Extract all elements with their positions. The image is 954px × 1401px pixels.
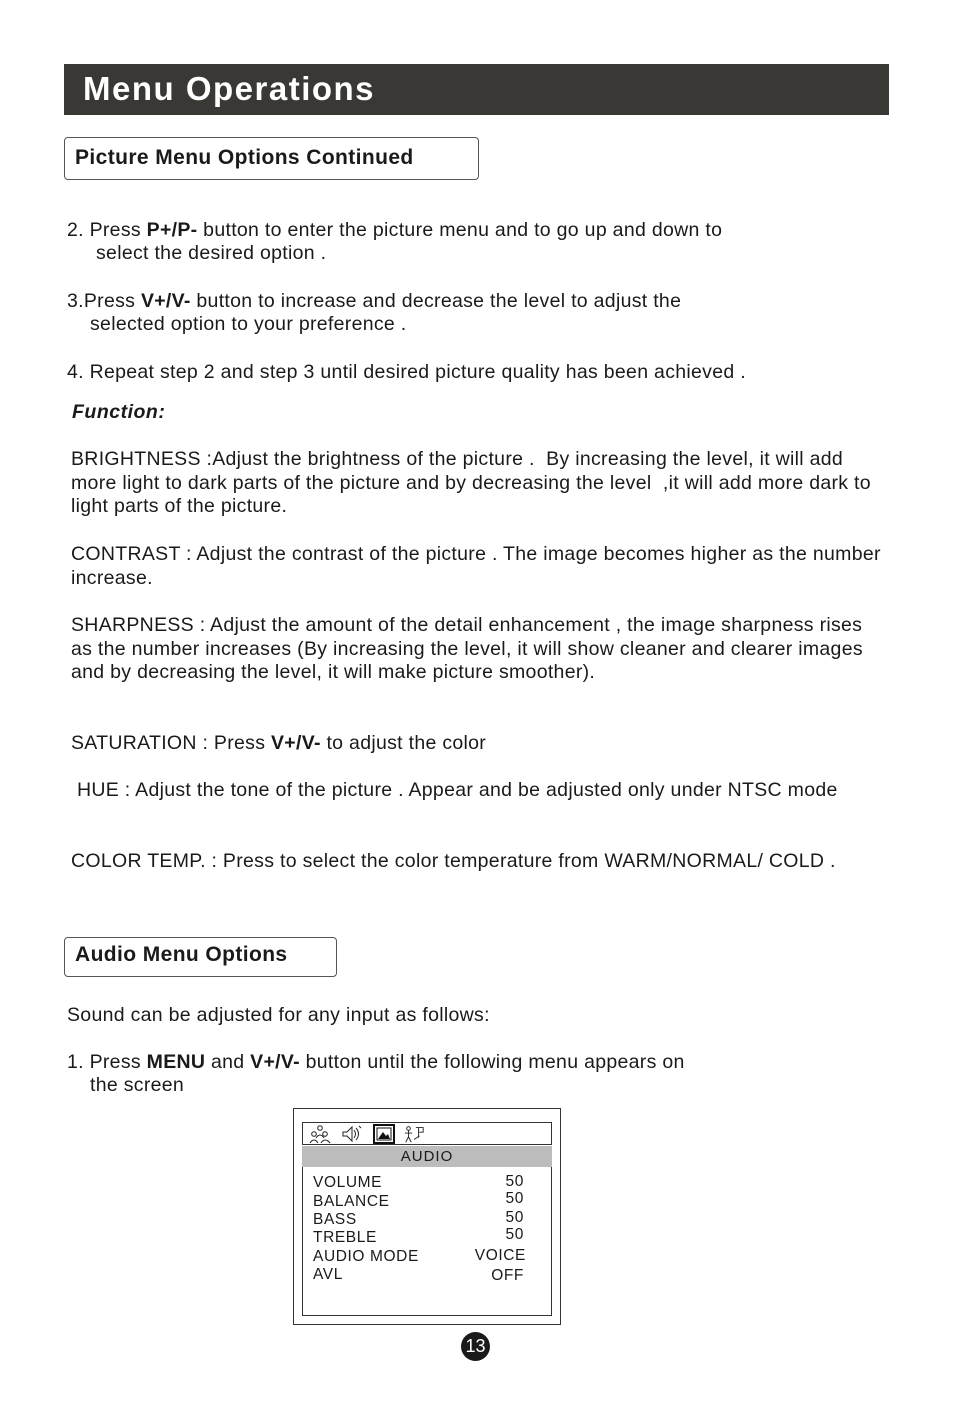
contrast-desc: CONTRAST : Adjust the contrast of the picture . The image becomes higher as the number increase. (71, 543, 887, 589)
brightness-desc: BRIGHTNESS :Adjust the brightness of the picture . By increasing the level, it will add more light to dark parts of the picture and by decreasing the level ,it will add more dark to light parts of the picture. (71, 448, 877, 517)
audio-menu-figure (293, 1108, 561, 1325)
osd-row-value: 50 (505, 1173, 524, 1190)
saturation-desc: SATURATION : Press V+/V- to adjust the color (71, 732, 487, 754)
osd-row-value: OFF (491, 1267, 524, 1284)
page-number: 13 (461, 1332, 490, 1361)
osd-row-value: 50 (505, 1226, 524, 1243)
osd-row-label: BALANCE (313, 1193, 390, 1210)
sharpness-desc: SHARPNESS : Adjust the amount of the detail enhancement , the image sharpness rises as the number increases (By increasing the level, it will show cleaner and clearer images and by decreasing the level, it will make picture smoother). (71, 614, 869, 683)
osd-row-label: TREBLE (313, 1229, 377, 1246)
osd-list (302, 1167, 552, 1316)
osd-row-label: AVL (313, 1266, 343, 1283)
audio-step-1-line2: the screen (90, 1074, 185, 1096)
step-3-line2: selected option to your preference . (90, 313, 407, 335)
audio-intro: Sound can be adjusted for any input as follows: (67, 1004, 490, 1026)
people-icon (309, 1124, 331, 1144)
osd-row-value: VOICE (474, 1247, 526, 1264)
speaker-icon (341, 1124, 363, 1144)
step-2: 2. Press P+/P- button to enter the picture menu and to go up and down to (67, 219, 723, 241)
audio-step-1: 1. Press MENU and V+/V- button until the following menu appears on (67, 1051, 685, 1073)
osd-icon-bar (302, 1122, 552, 1145)
key-v: V+/V- (250, 1051, 300, 1073)
settings-icon (403, 1124, 425, 1144)
header-bar (64, 64, 889, 115)
key-v: V+/V- (140, 290, 191, 312)
osd-row-label: VOLUME (313, 1174, 383, 1191)
step-2-line2: select the desired option . (96, 242, 327, 264)
key-menu: MENU (146, 1051, 206, 1073)
page-title: Menu Operations (83, 70, 376, 107)
osd-row-value: 50 (505, 1190, 524, 1207)
osd-row-label: BASS (313, 1211, 357, 1228)
step-4: 4. Repeat step 2 and step 3 until desired picture quality has been achieved . (67, 361, 746, 383)
color-temp-desc: COLOR TEMP. : Press to select the color temperature from WARM/NORMAL/ COLD . (71, 850, 836, 872)
osd-title: AUDIO (302, 1146, 552, 1167)
key-p: P+/P- (146, 219, 198, 241)
key-v: V+/V- (271, 732, 321, 754)
osd-row-label: AUDIO MODE (313, 1248, 419, 1265)
section-title-audio: Audio Menu Options (64, 937, 337, 977)
step-3: 3.Press V+/V- button to increase and decrease the level to adjust the (67, 290, 682, 312)
function-label: Function: (72, 401, 166, 423)
hue-desc: HUE : Adjust the tone of the picture . Appear and be adjusted only under NTSC mode (77, 779, 838, 801)
osd-row-value: 50 (505, 1209, 524, 1226)
section-title-picture: Picture Menu Options Continued (64, 137, 479, 180)
picture-icon (373, 1124, 395, 1144)
